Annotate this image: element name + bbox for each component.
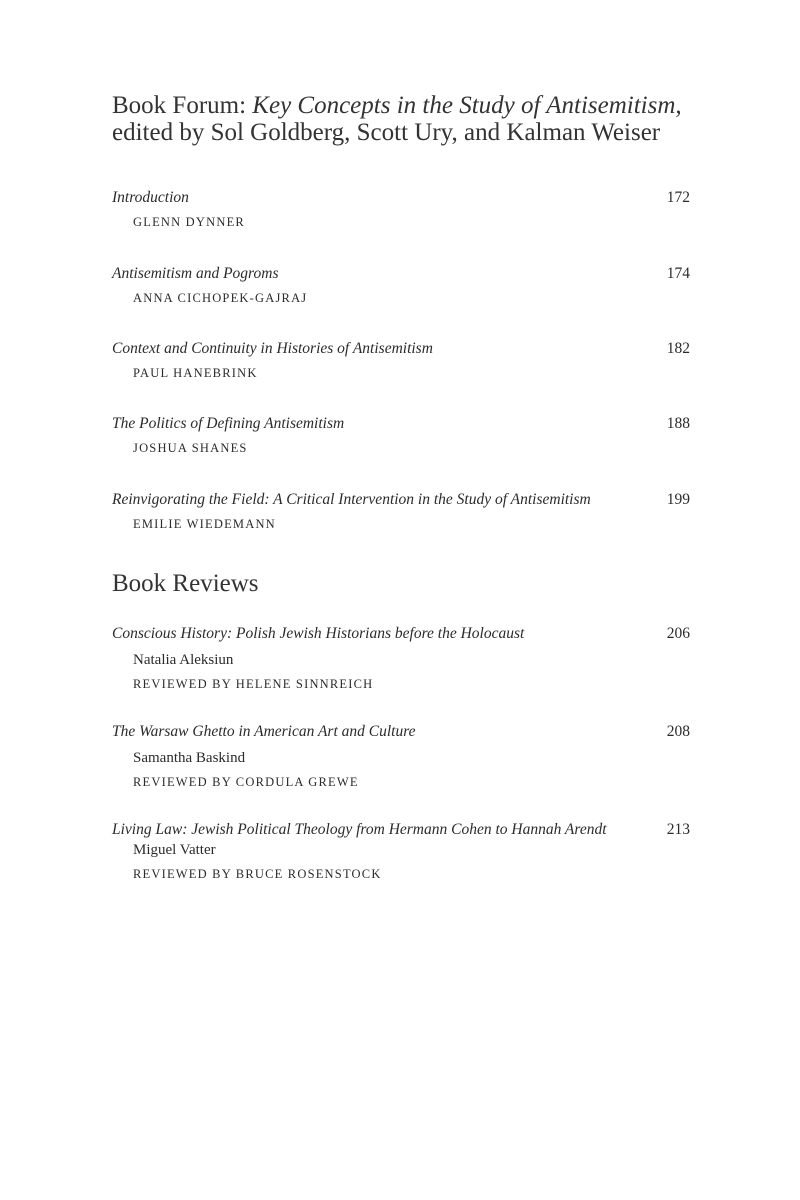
toc-entry [112,339,690,383]
book-reviews-heading: Book Reviews [112,570,259,597]
entry-reviewer: REVIEWED BY HELENE SINNREICH [133,677,374,691]
entry-title: Reinvigorating the Field: A Critical Intervention in the Study of Antisemitism [112,491,591,508]
book-author: Miguel Vatter [133,842,216,858]
entry-page-number: 213 [666,821,690,838]
book-author: Samantha Baskind [133,750,246,766]
entry-page-number: 199 [666,491,690,508]
book-author: Natalia Aleksiun [133,652,234,668]
entry-reviewer: REVIEWED BY CORDULA GREWE [133,775,359,789]
entry-page-number: 206 [666,625,690,642]
toc-entry [112,820,690,884]
book-forum-heading-editors: edited by Sol Goldberg, Scott Ury, and Kalman Weiser [112,119,661,146]
toc-entry [112,624,690,694]
entry-page-number: 208 [666,723,690,740]
toc-entry [112,490,690,534]
entry-author: JOSHUA SHANES [133,441,248,455]
toc-entry [112,414,690,458]
entry-title: Introduction [112,189,189,206]
entry-page-number: 182 [666,340,690,357]
entry-title: The Warsaw Ghetto in American Art and Culture [112,723,416,740]
entry-page-number: 174 [666,265,690,282]
book-forum-heading-title: Key Concepts in the Study of Antisemitism, [252,92,682,119]
table-of-contents [112,92,690,884]
entry-title: The Politics of Defining Antisemitism [112,415,345,432]
entry-title: Living Law: Jewish Political Theology from Hermann Cohen to Hannah Arendt [112,821,607,838]
entry-title: Antisemitism and Pogroms [112,265,279,282]
toc-entry [112,722,690,792]
entry-page-number: 172 [666,189,690,206]
entry-title: Conscious History: Polish Jewish Historians before the Holocaust [112,625,525,642]
entry-reviewer: REVIEWED BY BRUCE ROSENSTOCK [133,867,382,881]
book-forum-heading [112,92,690,146]
toc-entry [112,264,690,308]
book-forum-heading-prefix: Book Forum: [112,92,253,119]
entry-page-number: 188 [666,415,690,432]
toc-entry [112,188,690,232]
entry-author: GLENN DYNNER [133,215,245,229]
entry-title: Context and Continuity in Histories of Antisemitism [112,340,433,357]
entry-author: ANNA CICHOPEK-GAJRAJ [133,291,308,305]
entry-author: PAUL HANEBRINK [133,366,258,380]
entry-author: EMILIE WIEDEMANN [133,517,276,531]
